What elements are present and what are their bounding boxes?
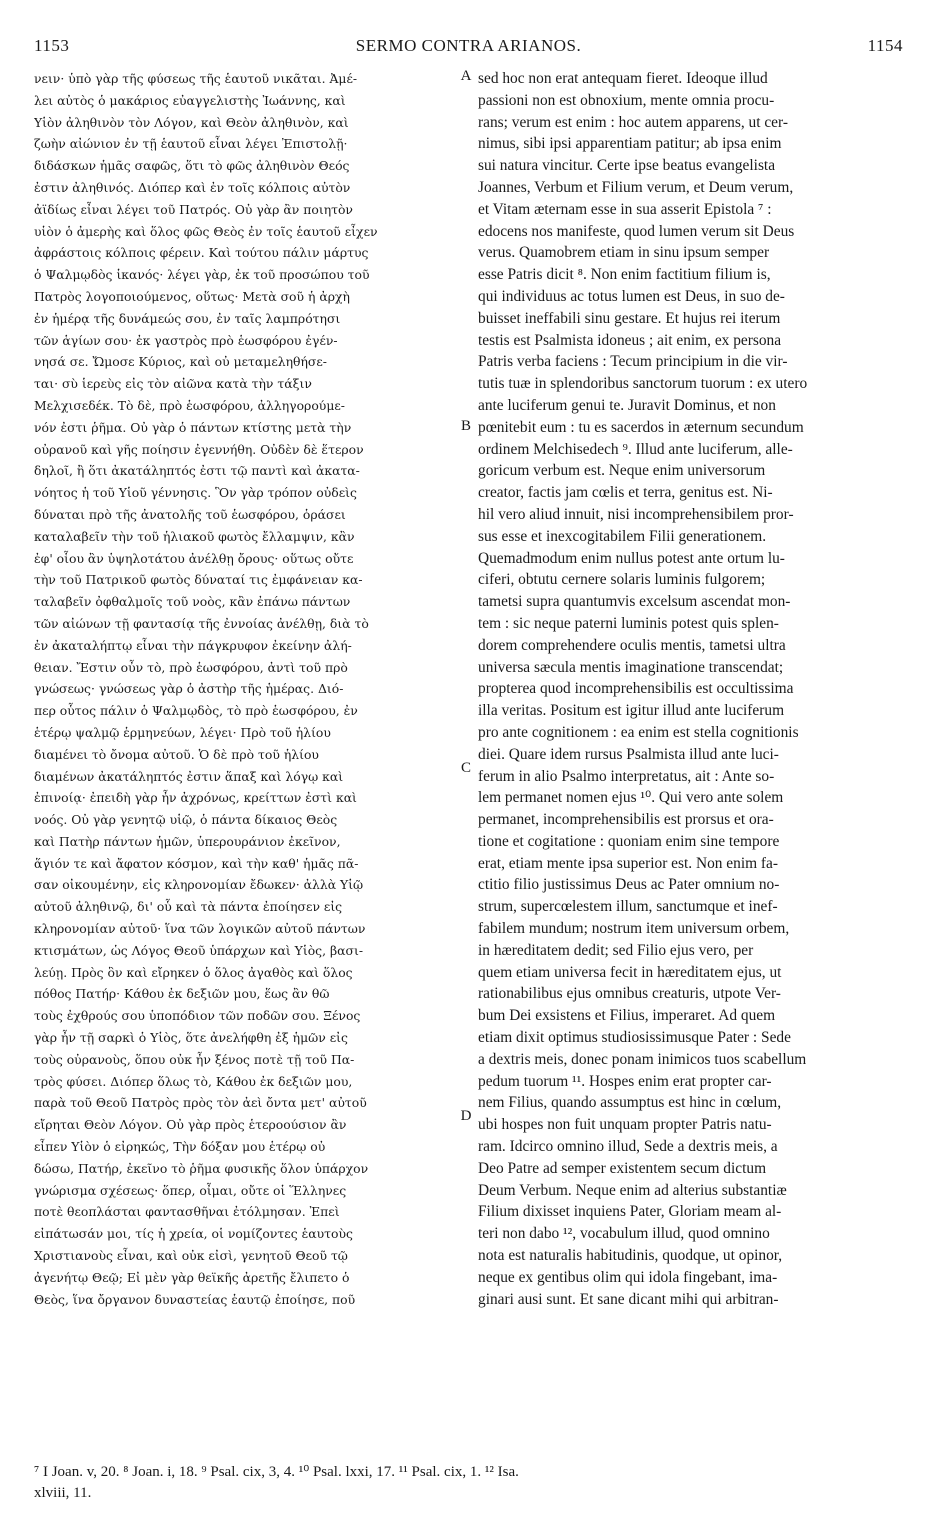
margin-marker-b: B: [460, 418, 471, 434]
latin-text-line: bum Dei exsistens et Filius, imperaret. Ad quem: [478, 1007, 776, 1025]
greek-text-line: παρὰ τοῦ Θεοῦ Πατρὸς πρὸς τὸν ἀεὶ ὄντα μετ' αὐτοῦ: [34, 1095, 367, 1111]
greek-text-line: διδάσκων ἡμᾶς σαφῶς, ὅτι τὸ φῶς ἀληθινὸν Θεός: [34, 158, 350, 174]
latin-text-line: Deo Patre ad semper existentem secum dictum: [478, 1159, 767, 1177]
greek-text-line: εἰπάτωσάν μοι, τίς ἡ χρεία, οἱ νομίζοντες ἑαυτοὺς: [34, 1226, 353, 1242]
greek-text-line: νειν· ὑπὸ γὰρ τῆς φύσεως τῆς ἑαυτοῦ νικᾶται. Ἀμέ-: [34, 71, 358, 86]
greek-text-line: ἐν ἀκαταλήπτῳ εἶναι τὴν πάγκρυφον ἐκείνην ἀλή-: [34, 637, 352, 653]
greek-text-line: κληρονομίαν αὐτοῦ· ἵνα τῶν λογικῶν αὐτοῦ πάντων: [34, 921, 366, 937]
greek-text-line: ται· σὺ ἱερεὺς εἰς τὸν αἰῶνα κατὰ τὴν τάξιν: [34, 376, 312, 392]
latin-text-line: ginari ausi sunt. Et sane dicant mihi qui arbitran-: [478, 1290, 779, 1308]
latin-text-line: tem : sic neque paterni luminis potest quis splen-: [478, 614, 779, 632]
greek-text-line: πόθος Πατήρ· Κάθου ἐκ δεξιῶν μου, ἕως ἂν θῶ: [34, 986, 330, 1002]
latin-text-line: testis est Psalmista idoneus ; ait enim, ex persona: [478, 331, 782, 349]
latin-text-line: hil vero aliud innuit, nisi incomprehensibilem pror-: [478, 505, 794, 523]
greek-text-line: νόν ἐστι ῥῆμα. Οὐ γὰρ ὁ πάντων κτίστης μετὰ τὴν: [34, 419, 352, 435]
latin-text-line: ordinem Melchisedech ⁹. Illud ante luciferum, alle-: [478, 440, 793, 458]
greek-text-line: ἅγιόν τε καὶ ἄφατον κόσμον, καὶ τὴν καθ' ἡμᾶς πᾶ-: [34, 855, 359, 871]
greek-text-line: ἐπινοίᾳ· ἐπειδὴ γὰρ ἦν ἀχρόνως, κρείττων ἐστὶ καὶ: [34, 790, 357, 806]
latin-text-line: rans; verum est enim : hoc autem apparens, ut cer-: [478, 113, 788, 131]
greek-text-line: ἀγενήτῳ Θεῷ; Εἰ μὲν γὰρ θεϊκῆς ἀρετῆς ἔλιπετο ὁ: [34, 1269, 350, 1285]
greek-text-line: καταλαβεῖν τὴν τοῦ ἡλιακοῦ φωτὸς ἔλλαμψιν, κἂν: [34, 528, 355, 544]
greek-text-line: Μελχισεδέκ. Τὸ δὲ, πρὸ ἑωσφόρου, ἀλληγορούμε-: [34, 397, 345, 413]
greek-text-line: ποτὲ θεοπλάσται φαντασθῆναι ἐτόλμησαν. Ἐπεὶ: [34, 1204, 340, 1220]
latin-text-line: tutis tuæ in splendoribus sanctorum tuorum : ex utero: [478, 375, 808, 393]
page-number-right: 1154: [867, 36, 903, 55]
footnote-line: ⁷ I Joan. v, 20. ⁸ Joan. i, 18. ⁹ Psal. cix, 3, 4. ¹⁰ Psal. lxxi, 17. ¹¹ Psal. cix, 1. ¹² Isa.: [34, 1464, 519, 1480]
latin-text-line: sed hoc non erat antequam fieret. Ideoque illud: [478, 70, 768, 87]
greek-text-line: ἑτέρῳ ψαλμῷ ἑρμηνεύων, λέγει· Πρὸ τοῦ ἡλίου: [34, 724, 331, 740]
latin-text-line: in hæreditatem dedit; sed Filio ejus vero, per: [478, 941, 754, 959]
greek-text-line: δώσω, Πατήρ, ἐκεῖνο τὸ ῥῆμα φυσικῆς ὅλον ὑπάρχον: [34, 1160, 369, 1176]
latin-text-line: illa veritas. Positum est igitur illud ante luciferum: [478, 702, 785, 720]
greek-text-line: τὴν τοῦ Πατρικοῦ φωτὸς δύναταί τις ἐμφάνειαν κα-: [34, 572, 363, 588]
latin-text-line: nimus, sibi ipsi apparentiam patitur; ab ipsa enim: [478, 135, 782, 153]
latin-text-line: Filium dixisset inquiens Pater, Gloriam meam al-: [478, 1203, 782, 1221]
latin-text-line: nota est naturalis habitudinis, quodque, ut opinor,: [478, 1247, 783, 1265]
greek-text-line: νόητος ἡ τοῦ Υἱοῦ γέννησις. Ὃν γὰρ τρόπον οὐδεὶς: [34, 485, 357, 501]
latin-text-line: pro ante cognitionem : ea enim est stella cognitionis: [478, 723, 799, 741]
greek-text-line: ἐφ' οἷου ἂν ὑψηλοτάτου ἀνέλθῃ ὄρους· οὕτως οὔτε: [34, 550, 354, 566]
latin-text-line: Deum Verbum. Neque enim ad alterius substantiæ: [478, 1181, 787, 1199]
latin-text-line: sus esse et inexcogitabilem Filii generationem.: [478, 527, 767, 545]
latin-text-line: ferum in alio Psalmo interpretatus, ait : Ante so-: [478, 767, 775, 785]
greek-text-line: εἶπεν Υἱὸν ὁ εἰρηκώς, Τὴν δόξαν μου ἑτέρῳ οὐ: [34, 1139, 326, 1155]
latin-text-line: dorem comprehendere oculis mentis, tametsi ultra: [478, 636, 786, 654]
greek-text-line: κτισμάτων, ὡς Λόγος Θεοῦ ὑπάρχων καὶ Υἱὸς, βασι-: [34, 942, 364, 958]
latin-text-line: sui natura vincitur. Certe ipse beatus evangelista: [478, 157, 776, 175]
greek-text-line: υἱὸν ὁ ἀμερὴς καὶ ὅλος φῶς Θεὸς ἐν τοῖς ἑαυτοῦ εἶχεν: [34, 223, 378, 239]
latin-text-line: pœnitebit eum : tu es sacerdos in æternum secundum: [478, 418, 804, 436]
greek-text-line: διαμένων ἀκατάληπτός ἐστιν ἅπαξ καὶ λόγῳ καὶ: [34, 768, 344, 784]
latin-text-line: erat, etiam mente ipsa superior est. Non enim fa-: [478, 854, 779, 872]
latin-text-line: ram. Idcirco omnino illud, Sede a dextris meis, a: [478, 1138, 778, 1156]
greek-text-line: γὰρ ἦν τῇ σαρκὶ ὁ Υἱὸς, ὅτε ἀνελήφθη ἐξ ἡμῶν εἰς: [34, 1030, 348, 1046]
greek-text-line: ἀφράστοις κόλποις φέρειν. Καὶ τούτου πάλιν μάρτυς: [34, 245, 369, 261]
greek-text-line: Θεὸς, ἵνα ὄργανον δυναστείας ἑαυτῷ ἐποίησε, ποῦ: [34, 1291, 356, 1307]
greek-text-line: Υἱὸν ἀληθινὸν τὸν Λόγον, καὶ Θεὸν ἀληθινὸν, καὶ: [34, 114, 349, 130]
greek-text-line: εἴρηται Θεὸν Λόγον. Οὐ γὰρ πρὸς ἑτεροούσιον ἂν: [34, 1117, 347, 1133]
margin-marker-c: C: [460, 760, 471, 776]
greek-text-line: καὶ Πατὴρ πάντων ἡμῶν, ὑπερουράνιον ἐκεῖνον,: [34, 833, 341, 849]
latin-text-line: Patris verba faciens : Tecum principium in die vir-: [478, 353, 788, 371]
latin-text-line: lem permanet nomen ejus ¹⁰. Qui vero ante solem: [478, 789, 784, 807]
greek-text-line: λει αὐτὸς ὁ μακάριος εὐαγγελιστὴς Ἰωάννης, καὶ: [34, 92, 346, 108]
latin-text-line: a dextris meis, donec ponam inimicos tuos scabellum: [478, 1050, 807, 1068]
greek-text-line: δηλοῖ, ἢ ὅτι ἀκατάληπτός ἐστι τῷ παντὶ καὶ ἀκατα-: [34, 463, 360, 479]
latin-text-line: propterea quod incomprehensibilis est occultissima: [478, 680, 794, 698]
margin-marker-d: D: [460, 1108, 472, 1124]
greek-text-line: ὁ Ψαλμῳδὸς ἱκανός· λέγει γὰρ, ἐκ τοῦ προσώπου τοῦ: [34, 267, 370, 283]
latin-text-line: edocens nos manifeste, quod lumen verum sit Deus: [478, 222, 795, 240]
greek-text-line: Χριστιανοὺς εἶναι, καὶ οὐκ εἰσὶ, γενητοῦ Θεοῦ τῷ: [34, 1248, 348, 1264]
page-header: [34, 36, 903, 60]
greek-text-line: γνώσεως· γνώσεως γὰρ ὁ ἀστὴρ τῆς ἡμέρας. Διό-: [34, 681, 344, 697]
footnote-line: xlviii, 11.: [34, 1485, 92, 1501]
latin-text-line: rationabilibus ejus omnibus creaturis, utpote Ver-: [478, 985, 781, 1003]
latin-text-line: Joannes, Verbum et Filium verum, et Deum verum,: [478, 178, 794, 196]
greek-text-line: τῶν αἰώνων τῇ φαντασίᾳ τῆς ἐννοίας ἀνέλθῃ, διὰ τὸ: [34, 615, 369, 631]
running-title: SERMO CONTRA ARIANOS.: [355, 36, 582, 55]
greek-text-line: τοὺς οὐρανοὺς, ὅπου οὐκ ἦν ξένος ποτὲ τῇ τοῦ Πα-: [34, 1051, 355, 1067]
greek-text-line: δύναται πρὸ τῆς ἀνατολῆς τοῦ ἑωσφόρου, ὁράσει: [34, 506, 346, 522]
latin-text-line: universa sæcula mentis imaginatione transcendat;: [478, 658, 784, 676]
latin-text-line: esse Patris dicit ⁸. Non enim factitium filium is,: [478, 266, 771, 284]
greek-column: [34, 68, 452, 1310]
greek-text-line: Πατρὸς λογοποιούμενος, οὕτως· Μετὰ σοῦ ἡ ἀρχὴ: [34, 288, 350, 304]
latin-text-line: creator, factis jam cœlis et terra, genitus est. Ni-: [478, 484, 773, 502]
page-number-left: 1153: [34, 36, 70, 55]
greek-text-line: θειαν. Ἔστιν οὖν τὸ, πρὸ ἑωσφόρου, ἀντὶ τοῦ πρὸ: [34, 659, 348, 675]
latin-text-line: Quemadmodum enim nullus potest ante ortum lu-: [478, 549, 785, 567]
latin-text-line: verus. Quamobrem etiam in sinu ipsum semper: [478, 244, 770, 262]
greek-text-line: περ οὗτος πάλιν ὁ Ψαλμῳδὸς, τὸ πρὸ ἑωσφόρου, ἐν: [34, 703, 358, 719]
greek-text-line: τρὸς φύσει. Διόπερ ὅλως τὸ, Κάθου ἐκ δεξιῶν μου,: [34, 1073, 353, 1089]
footnotes: [34, 1462, 903, 1504]
latin-text-line: qui individuus ac totus lumen est Deus, in suo de-: [478, 287, 785, 305]
latin-text-line: ctitio filio justissimus Deus ac Pater omnium no-: [478, 876, 780, 894]
latin-text-line: pedum tuorum ¹¹. Hospes enim erat propter car-: [478, 1072, 772, 1090]
latin-text-line: nem Filius, quando assumptus est hinc in cœlum,: [478, 1094, 782, 1112]
greek-text-line: λεύῃ. Πρὸς ὃν καὶ εἴρηκεν ὁ ὅλος ἀγαθὸς καὶ ὅλος: [34, 964, 353, 980]
latin-text-line: strum, supercœlestem illum, sanctumque et inef-: [478, 898, 778, 916]
greek-text-line: ἀϊδίως εἶναι λέγει τοῦ Πατρός. Οὐ γὰρ ἂν ποιητὸν: [34, 201, 353, 217]
greek-text-line: διαμένει τὸ ὄνομα αὐτοῦ. Ὁ δὲ πρὸ τοῦ ἡλίου: [34, 746, 319, 762]
greek-text-line: ζωὴν αἰώνιον ἐν τῇ ἑαυτοῦ εἶναι λέγει Ἐπιστολῇ·: [34, 136, 348, 152]
latin-text-line: tametsi supra quantumvis excelsum ascendat mon-: [478, 593, 791, 611]
greek-text-line: γνώρισμα σχέσεως· ὅπερ, οἶμαι, οὔτε οἱ Ἕλληνες: [34, 1182, 347, 1198]
greek-text-line: νησά σε. Ὤμοσε Κύριος, καὶ οὐ μεταμεληθήσε-: [34, 354, 327, 370]
greek-text-line: αὐτοῦ ἀληθινῷ, δι' οὗ καὶ τὰ πάντα ἐποίησεν εἰς: [34, 899, 343, 915]
greek-text-line: ἐν ἡμέρᾳ τῆς δυνάμεώς σου, ἐν ταῖς λαμπρότησι: [34, 310, 341, 326]
latin-text-line: etiam dixit optimus studiosissimusque Pater : Sede: [478, 1029, 791, 1047]
latin-text-line: goricum verbum est. Neque enim universorum: [478, 462, 766, 480]
latin-text-line: permanet, incomprehensibilis est prorsus et ora-: [478, 811, 774, 829]
greek-text-line: ταλαβεῖν ὀφθαλμοῖς τοῦ νοὸς, κἂν ἐπάνω πάντων: [34, 594, 351, 610]
latin-text-line: ciferi, obtutu cernere solaris luminis fulgorem;: [478, 571, 766, 589]
greek-text-line: τοὺς ἐχθρούς σου ὑποπόδιον τῶν ποδῶν σου. Ξένος: [34, 1008, 361, 1024]
latin-text-line: fabilem mundum; nostrum item universum orbem,: [478, 920, 790, 938]
greek-text-line: νοός. Οὐ γὰρ γενητῷ υἱῷ, ὁ πάντα δίκαιος Θεὸς: [34, 812, 338, 828]
latin-text-line: diei. Quare idem rursus Psalmista illud ante luci-: [478, 745, 779, 763]
latin-text-line: teri non dabo ¹², vocabulum illud, quod omnino: [478, 1225, 770, 1243]
latin-text-line: quem etiam universa fecit in hæreditatem ejus, ut: [478, 963, 782, 981]
latin-text-line: ante luciferum genui te. Juravit Dominus, et non: [478, 396, 776, 414]
latin-text-line: neque ex gentibus olim qui idola fingebant, ima-: [478, 1268, 778, 1286]
margin-marker-a: A: [460, 68, 472, 84]
greek-text-line: τῶν ἁγίων σου· ἐκ γαστρὸς πρὸ ἑωσφόρου ἐγέν-: [34, 332, 338, 348]
latin-text-line: buisset ineffabili sinu gestare. Et hujus rei iterum: [478, 309, 781, 327]
latin-text-line: et Vitam æternam esse in sua asserit Epistola ⁷ :: [478, 200, 772, 218]
greek-text-line: ἐστιν ἀληθινός. Διόπερ καὶ ἐν τοῖς κόλποις αὐτὸν: [34, 179, 351, 195]
greek-text-line: σαν οἰκουμένην, εἰς κληρονομίαν ἔδωκεν· ἀλλὰ Υἱῷ: [34, 877, 364, 893]
latin-text-line: passioni non est obnoxium, mente omnia procu-: [478, 91, 775, 109]
latin-text-line: tione et cogitatione : quoniam enim sine tempore: [478, 832, 780, 850]
greek-text-line: οὐρανοῦ καὶ γῆς ποίησιν ἐγεννήθη. Οὐδὲν δὲ ἕτερον: [34, 441, 364, 457]
latin-column: [478, 68, 904, 1310]
latin-text-line: ubi hospes non fuit unquam propter Patris natu-: [478, 1116, 772, 1134]
